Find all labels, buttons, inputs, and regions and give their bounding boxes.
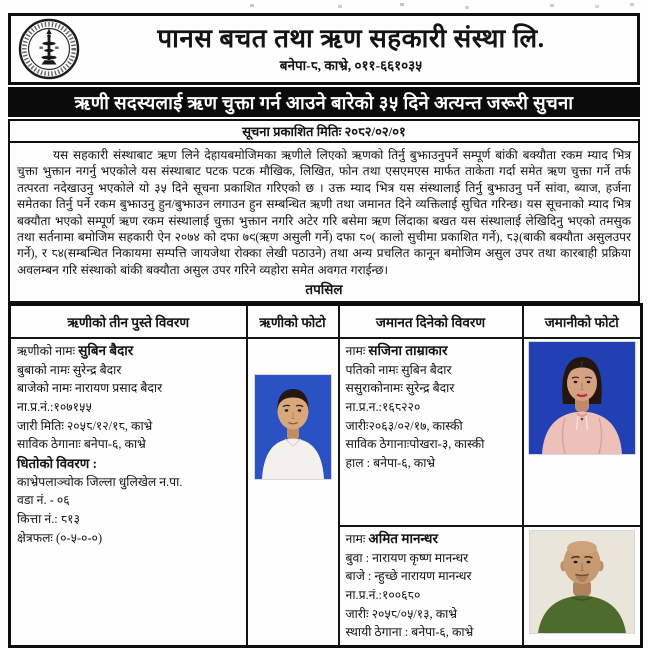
col-header-borrower-photo: ऋणीको फोटो [247,305,339,339]
guarantor2-detail-line: स्थायी ठेगाना : बनेपा-६, काभ्रे [345,625,474,640]
document-header [8,13,640,85]
guarantor2-detail-line: बाजे : न्हुच्छे नारायण मानन्धर [345,569,472,584]
collateral-line: कित्ता नं.: ८१३ [17,512,80,526]
notice-paragraph: यस सहकारी संस्थाबाट ऋण लिने देहायबमोजिमका ऋणीले लिएको ऋणको तिर्नु बुझाउनुपर्ने सम्पूर्ण बांकी बक्यौता रकम म्याद भित्र चुक्ता भुक्तान नगर्नु भएकोले यस संस्थाबाट पटक पटक मौखिक, लिखित, फोन तथा एसएमएस मार्फत ताकेता गर्दा समेत ऋण चुक्ता गर्ने तर्फ तत्परता नदेखाउनु भएकोले यो ३५ दिने सूचना प्रकाशित गरिएको छ । उक्त म्याद भित्र यस संस्थालाई तिर्नु बुझाउनु पर्ने सांवा, ब्याज, हर्जना समेतका तिर्नु पर्ने रकम बुझाउनु हुन/बुझाउन लगाउन हुन सम्बन्धित ऋणी तथा जमानत दिने व्यक्तिलाई सुचित गरिन्छ। यस सूचनाको म्याद भित्र बक्यौता भएको सम्पूर्ण ऋण रकम संस्थालाई चुक्ता भुक्तान नगरि अटेर गरि बसेमा ऋण लिंदाका बखत यस संस्थालाई लेखिदिनु भएको तमसुक तथा सर्तनामा बमोजिम सहकारी ऐन २०७४ को दफा ७९(ऋण असुली गर्ने) दफा ८०( कालो सुचीमा प्रकाशित गर्ने), ८३(बाकी बक्यौता असुलउपर गर्ने), र ८४(सम्बन्धित निकायमा सम्पत्ति जायजेथा रोक्का लेखी पठाउने) तथा अन्य प्रचलित कानून बमोजिम असुल उपर तथा कारबाही प्रक्रिया अवलम्बन गरि संस्थाको बांकी बक्यौता असुल उपर गरिने व्यहोरा समेत अवगत गराईन्छ। [17,148,631,277]
guarantor2-photo-cell [523,526,642,646]
guarantor2-detail-line: जारीः २०५८/०५/१३, काभ्रे [345,606,457,621]
collateral-line: काभ्रेपलाञ्चोक जिल्ला धुलिखेल न.पा. [17,474,183,489]
collateral-line: वडा नं. - ०६ [17,493,70,508]
borrower-name-line: ऋणीको नामः सुबिन बैदार [17,343,134,359]
guarantor1-detail-line: साविक ठेगानाःपोखरा-३, कास्की [345,437,485,452]
borrower-name: सुबिन बैदार [78,343,134,359]
borrower-photo-cell [247,338,339,646]
guarantor2-detail-line: ना.प्र.नं.:१००६८० [345,588,421,603]
org-name: पानस बचत तथा ऋण सहकारी संस्था लि. [157,24,545,53]
guarantor2-details-cell [339,526,523,646]
borrower-details-cell [10,338,247,646]
col-header-guarantor-details: जमानत दिनेको विवरण [339,305,523,339]
guarantor1-detail-line: ना.प्र.न.:१६८२२० [345,400,421,415]
guarantor1-detail-line: पतिको नामः सुबिन बैदार [345,362,452,377]
table-row [10,338,642,526]
borrower-detail-line: साविक ठेगानाः बनेपा-६, काभ्रे [17,437,146,452]
table-header-row [10,305,642,339]
collateral-line: क्षेत्रफलः (०-५-०-०) [17,530,103,545]
logo-wrap [11,17,87,81]
guarantor1-name-line: नामः सजिना ताम्राकार [345,343,448,359]
header-text [87,24,637,74]
borrower-detail-line: बाजेको नामः नारायण प्रसाद बैदार [17,381,163,396]
guarantor1-name: सजिना ताम्राकार [368,343,448,359]
borrower-detail-line: जारी मितिः २०५८/१२/१८, काभ्रे [17,418,153,433]
tapasil-heading: तपसिल [305,282,343,298]
borrower-photo [255,375,331,479]
col-header-borrower-details: ऋणीको तीन पुस्ते विवरण [10,305,247,339]
borrower-detail-line: ना.प्र.नं.:१०७१५५ [17,400,92,415]
borrower-detail-line: बुबाको नामः सुरेन्द्र बैदार [17,362,122,377]
guarantor2-name: अमित मानन्धर [368,531,439,547]
guarantor2-photo [530,531,634,633]
collateral-heading: धितोको विवरण : [17,455,97,471]
guarantor1-detail-line: जारीः२०६३/०२/१७, कास्की [345,418,463,433]
details-table [8,303,643,648]
guarantor1-photo-cell [523,338,642,526]
guarantor1-photo [529,342,635,454]
guarantor1-details-cell [339,338,523,526]
cropped-text-remnants [0,0,648,13]
guarantor1-detail-line: हाल : बनेपा-६, काभ्रे [345,455,436,470]
notice-headline: ऋणी सदस्यलाई ऋण चुक्ता गर्न आउने बारेको ३५ दिने अत्यन्त जरूरी सुचना [8,87,640,117]
guarantor2-detail-line: बुवा : नारायण कृष्ण मानन्धर [345,550,469,565]
notice-body [8,143,640,303]
publication-date: सूचना प्रकाशित मितिः २०८२/०२/०१ [8,119,640,143]
guarantor2-name-line: नामः अमित मानन्धर [345,531,439,547]
guarantor1-detail-line: ससुराकोनामः सुरेन्द्र बैदार [345,381,455,396]
org-address: बनेपा-८, काभ्रे, ०११-६६१०३५ [279,58,423,73]
cooperative-seal-icon [17,17,81,81]
col-header-guarantor-photo: जमानीको फोटो [523,305,642,339]
